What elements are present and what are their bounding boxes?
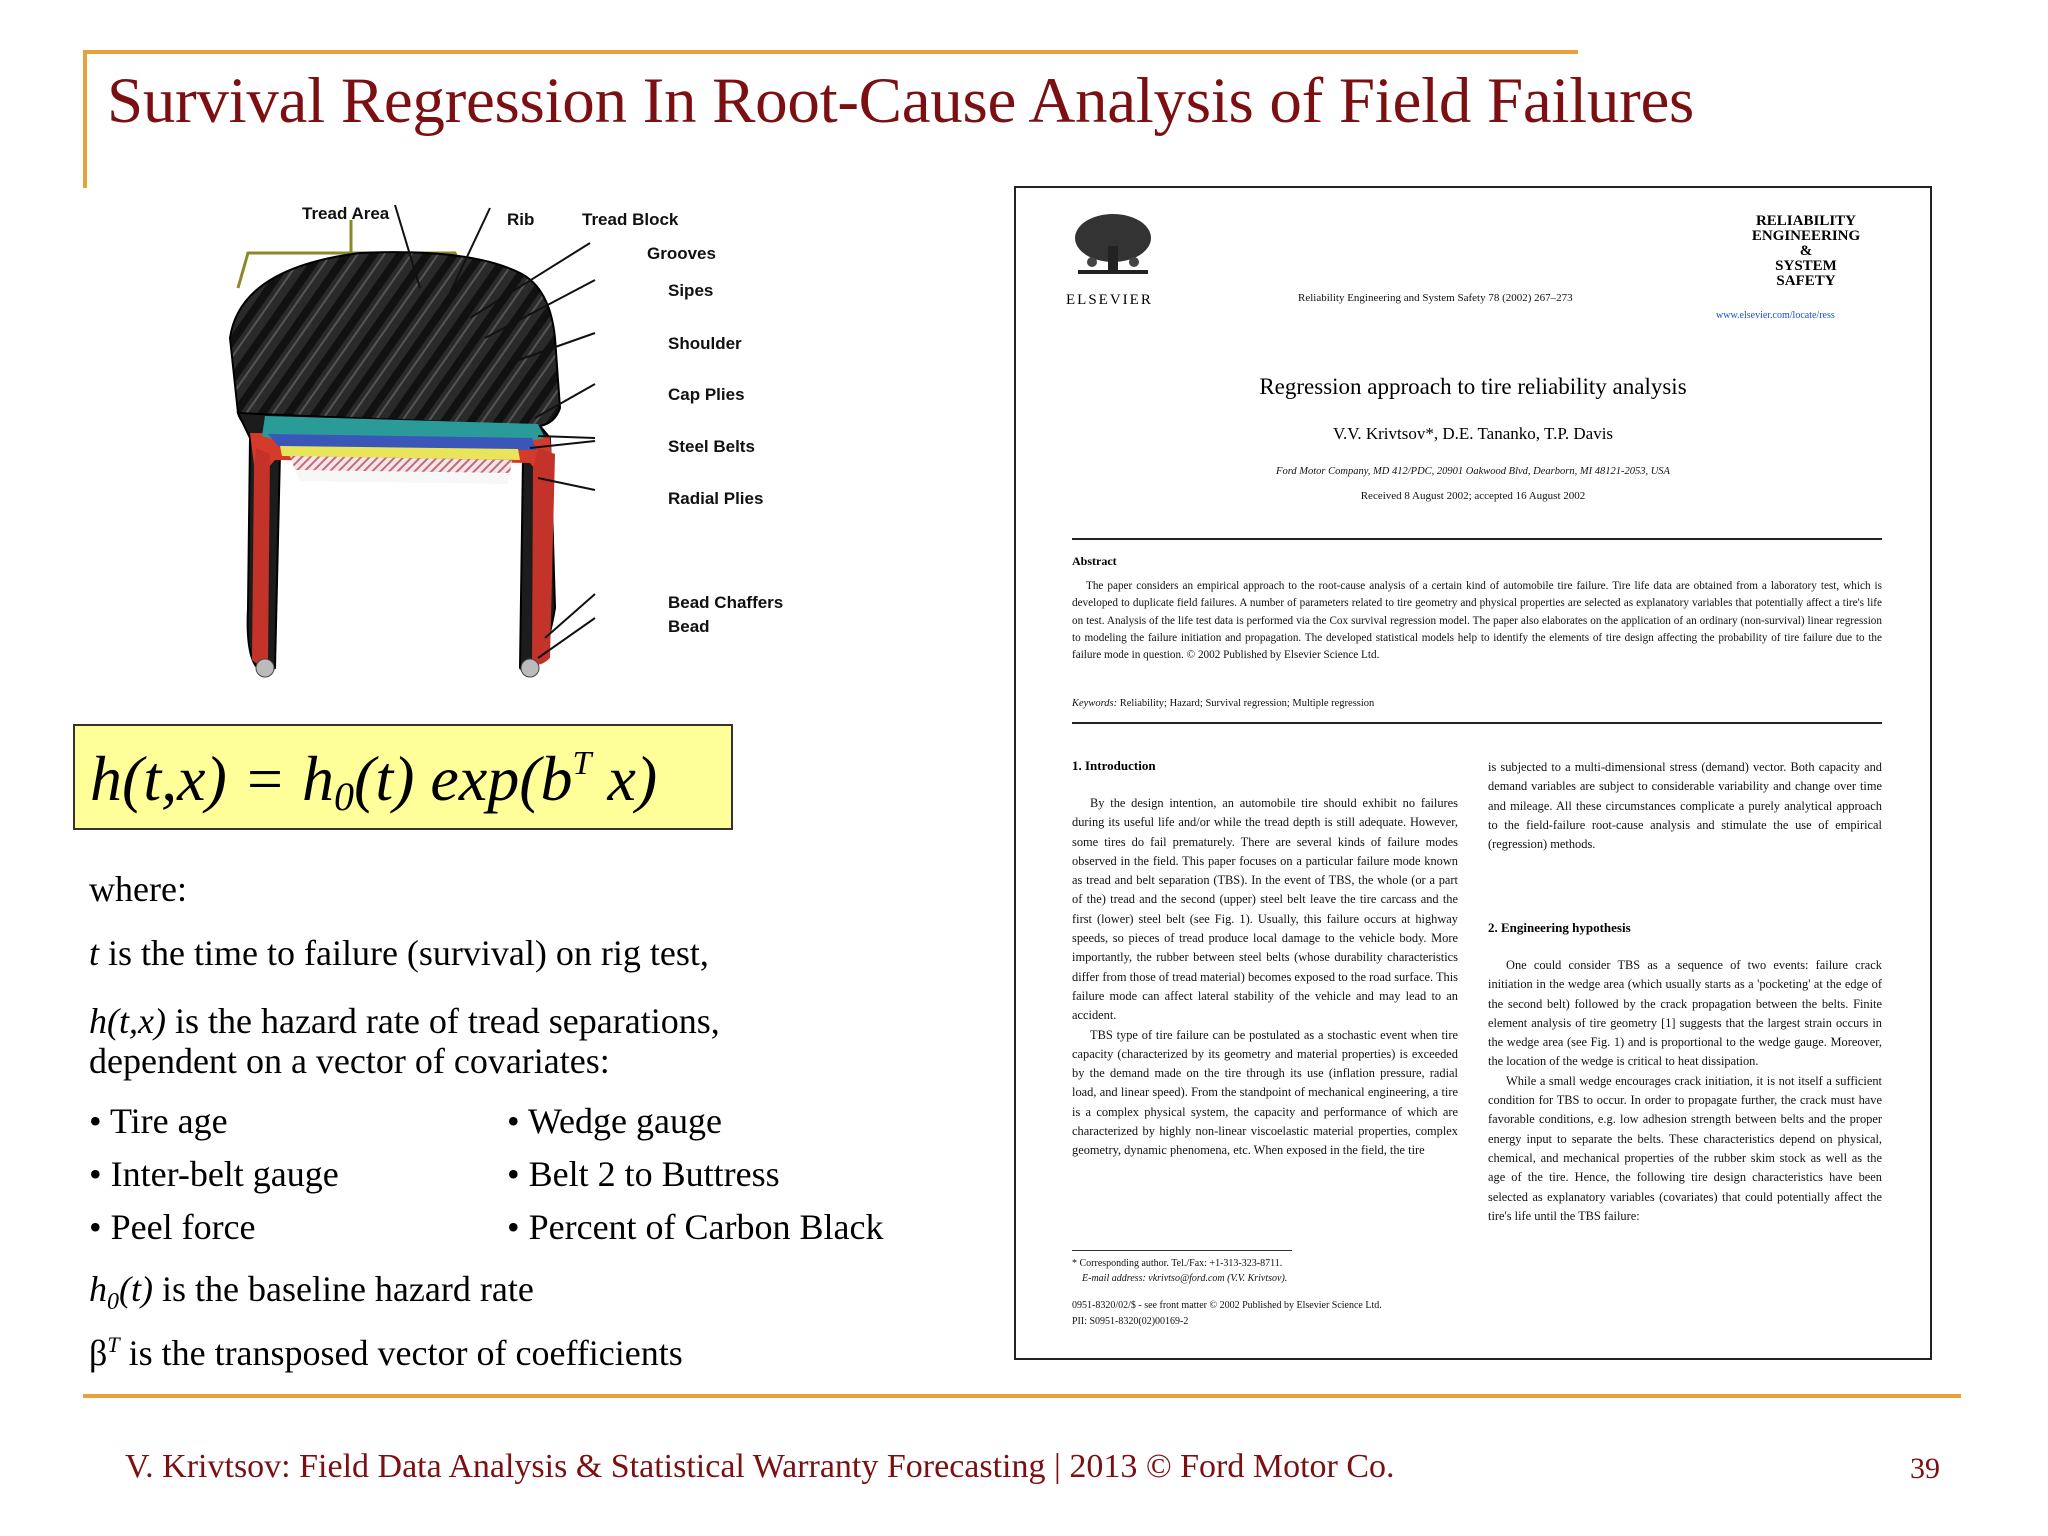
pii-line: PII: S0951-8320(02)00169-2 xyxy=(1072,1316,1189,1327)
h-definition-line2: dependent on a vector of covariates: xyxy=(89,1041,610,1081)
label-grooves: Grooves xyxy=(647,244,716,263)
right-paragraph-2: While a small wedge encourages crack initiation, it is not itself a sufficient condition for TBS to occur. In order to propagate further, the crack must have favorable conditions, e.g. low adhesion strength between belts and the proper energy input to separate the belts. These characteristics depend on physical, chemical, and mechanical properties of the rubber skim stock as well as the age of the tire. Hence, the following tire design characteristics have been selected as explanatory variables (covariates) that could potentially affect the tire's life until the TBS failure: xyxy=(1488,1073,1882,1223)
issn-line: 0951-8320/02/$ - see front matter © 2002 Published by Elsevier Science Ltd. xyxy=(1072,1300,1382,1311)
abstract-heading: Abstract xyxy=(1072,554,1117,568)
label-tread-area: Tread Area xyxy=(302,204,390,223)
covariate-inter-belt-gauge: • Inter-belt gauge xyxy=(89,1154,339,1194)
covariate-wedge-gauge: • Wedge gauge xyxy=(507,1101,722,1141)
top-accent-line xyxy=(83,50,1578,54)
label-tread-block: Tread Block xyxy=(582,210,679,229)
label-shoulder: Shoulder xyxy=(668,334,742,353)
right-paragraph-1: One could consider TBS as a sequence of two events: failure crack initiation in the wedge area (which usually starts as a 'pocketing' at the edge of the second belt) followed by the crack propagation between the belts. Finite element analysis of tire geometry [1] suggests that the largest strain occurs in the wedge area (see Fig. 1) and is proportional to the wedge gauge. Moreover, the location of the wedge is critical to heat dissipation. xyxy=(1488,958,1882,1069)
formula-part-exp: (t) exp(b xyxy=(354,743,573,814)
covariate-carbon-black: • Percent of Carbon Black xyxy=(507,1207,884,1247)
h0-subscript: 0 xyxy=(107,1289,119,1316)
footnote-corresponding-author: * Corresponding author. Tel./Fax: +1-313-323-8711. xyxy=(1072,1258,1283,1269)
covariate-belt2-to-buttress: • Belt 2 to Buttress xyxy=(507,1154,780,1194)
label-bead-chaffers: Bead Chaffers xyxy=(668,593,784,612)
paper-first-page xyxy=(1014,186,1932,1360)
keywords-line xyxy=(1072,698,1374,709)
beta-description: is the transposed vector of coefficients xyxy=(119,1333,683,1373)
journal-logo-line-1: RELIABILITY xyxy=(1755,213,1857,229)
page-number: 39 xyxy=(1910,1452,1940,1485)
label-sipes: Sipes xyxy=(668,281,714,300)
beta-superscript: T xyxy=(107,1332,120,1357)
footnote-rule xyxy=(1072,1250,1292,1251)
label-radial-plies: Radial Plies xyxy=(668,489,764,508)
journal-logo-line-5: SAFETY xyxy=(1776,273,1836,289)
left-accent-line xyxy=(83,50,87,188)
label-cap-plies: Cap Plies xyxy=(668,385,745,404)
abstract-text: The paper considers an empirical approach to the root-cause analysis of a certain kind of automobile tire failure. Tire life data are obtained from a laboratory test, which is developed to duplicate field failures. A number of parameters related to tire geometry and physical properties are selected as explanatory variables that potentially affect a tire's life on test. Analysis of the life test data is performed via the Cox survival regression model. The paper also elaborates on the application of an ordinary (non-survival) linear regression to modeling the failure initiation and propagation. The developed statistical models help to identify the elements of tire design affecting the probability of tire failure due to the failure mode in question. © 2002 Published by Elsevier Science Ltd. xyxy=(1072,580,1882,662)
beta-definition xyxy=(89,1332,683,1374)
t-definition xyxy=(89,932,709,974)
slide-footer: V. Krivtsov: Field Data Analysis & Statistical Warranty Forecasting | 2013 © Ford Motor Co. xyxy=(125,1448,1395,1485)
intro-paragraph-2: TBS type of tire failure can be postulated as a stochastic event when tire capacity (characterized by its geometry and material properties) is exceeded by the demand made on the tire through its use (inflation pressure, radial load, and linear speed). From the standpoint of mechanical engineering, a tire is a complex physical system, the capacity and performance of which are characterized by highly non-linear viscoelastic material properties, complex geometry, dynamic phenomena, etc. When exposed in the field, the tire xyxy=(1072,1027,1458,1158)
intro-column xyxy=(1072,794,1458,1161)
covariate-tire-age: • Tire age xyxy=(89,1101,228,1141)
bottom-accent-line xyxy=(83,1394,1961,1398)
journal-url-link[interactable]: www.elsevier.com/locate/ress xyxy=(1716,310,1835,321)
h-definition xyxy=(89,1000,720,1042)
formula-part-h: h(t,x) = h xyxy=(90,743,334,814)
tire-diagram xyxy=(220,198,860,688)
abstract-bottom-rule xyxy=(1072,722,1882,724)
paper-title: Regression approach to tire reliability analysis xyxy=(1259,374,1687,399)
abstract-top-rule xyxy=(1072,538,1882,540)
h0-description: is the baseline hazard rate xyxy=(152,1269,534,1309)
label-steel-belts: Steel Belts xyxy=(668,437,755,456)
slide-title: Survival Regression In Root-Cause Analysis of Field Failures xyxy=(107,65,1695,137)
journal-logo-line-2: ENGINEERING xyxy=(1751,228,1861,244)
publisher-name: ELSEVIER xyxy=(1066,292,1153,308)
label-bead: Bead xyxy=(668,617,710,636)
t-description: is the time to failure (survival) on rig test, xyxy=(99,933,709,973)
journal-logo-line-4: SYSTEM xyxy=(1775,258,1837,274)
paper-affiliation: Ford Motor Company, MD 412/PDC, 20901 Oakwood Blvd, Dearborn, MI 48121-2053, USA xyxy=(1276,466,1670,477)
label-rib: Rib xyxy=(507,210,535,229)
where-label: where: xyxy=(89,869,187,909)
footnote-email: E-mail address: vkrivtso@ford.com (V.V. Krivtsov). xyxy=(1082,1273,1288,1284)
cox-model-formula xyxy=(73,724,733,830)
engineering-hypothesis-heading: 2. Engineering hypothesis xyxy=(1488,920,1631,935)
paper-received-dates: Received 8 August 2002; accepted 16 August 2002 xyxy=(1360,490,1586,502)
h0-variable: h xyxy=(89,1269,107,1309)
keywords-label: Keywords: xyxy=(1072,698,1118,709)
engineering-hypothesis-column xyxy=(1488,956,1882,1226)
h0-variable-arg: (t) xyxy=(119,1269,153,1309)
journal-logo-line-3: & xyxy=(1799,243,1813,259)
h-variable: h(t,x) xyxy=(89,1001,166,1041)
formula-part-end: x) xyxy=(591,743,658,814)
formula-subscript-0: 0 xyxy=(334,774,354,819)
t-variable: t xyxy=(89,933,100,973)
formula-text xyxy=(90,742,657,820)
formula-superscript-t: T xyxy=(572,745,592,782)
journal-logo xyxy=(1736,214,1876,289)
paper-authors: V.V. Krivtsov*, D.E. Tananko, T.P. Davis xyxy=(1332,424,1614,443)
h0-definition xyxy=(89,1268,534,1316)
right-column-intro-continued xyxy=(1488,758,1882,854)
beta-symbol: β xyxy=(89,1333,108,1373)
elsevier-tree-logo xyxy=(1068,210,1158,278)
right-paragraph-0: is subjected to a multi-dimensional stress (demand) vector. Both capacity and demand variables are subject to considerable variability and change over time and mileage. All these circumstances complicate a purely analytical approach to the field-failure root-cause analysis and stimulate the use of empirical (regression) methods. xyxy=(1488,760,1882,852)
intro-heading: 1. Introduction xyxy=(1072,758,1156,773)
journal-citation: Reliability Engineering and System Safety 78 (2002) 267–273 xyxy=(1298,292,1573,304)
intro-paragraph-1: By the design intention, an automobile tire should exhibit no failures during its useful life and/or while the tread depth is still adequate. However, some tires do fail prematurely. There are several kinds of failure modes observed in the field. This paper focuses on a particular failure mode known as tread and belt separation (TBS). In the event of TBS, the whole (or a part of the) tread and the second (upper) steel belt leave the tire carcass and the first (lower) steel belt (see Fig. 1). Usually, this failure occurs at highway speeds, so pieces of tread produce local damage to the vehicle body. More importantly, the rubber between steel belts (whose durability characteristics differ from those of tread material) becomes exposed to the road surface. This failure mode can affect lateral stability of the vehicle and may lead to an accident. xyxy=(1072,796,1458,1023)
covariate-peel-force: • Peel force xyxy=(89,1207,256,1247)
keywords-list: Reliability; Hazard; Survival regression; Multiple regression xyxy=(1117,698,1375,709)
tire-cross-section-illustration xyxy=(220,198,860,688)
h-description: is the hazard rate of tread separations, xyxy=(165,1001,720,1041)
